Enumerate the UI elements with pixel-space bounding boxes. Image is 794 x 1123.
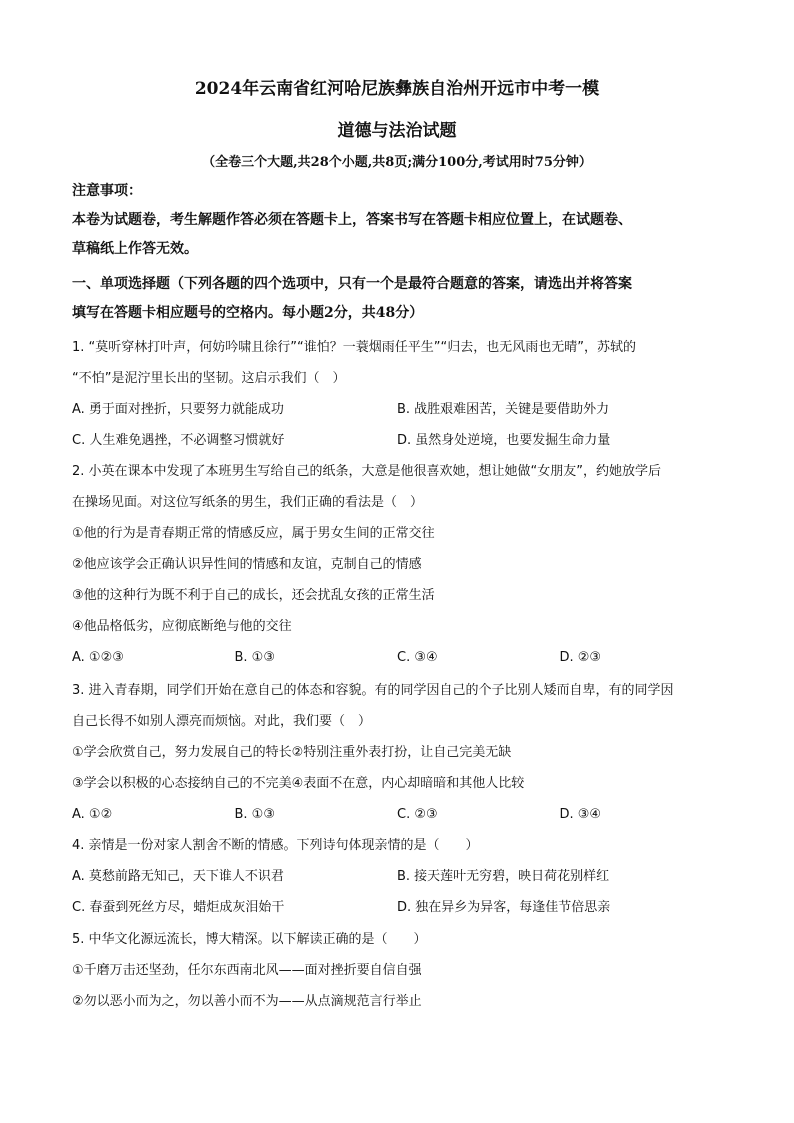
question-4-option-b: B. 接天莲叶无穷碧，映日荷花别样红: [397, 869, 610, 884]
question-2-stem-2: 在操场见面。对这位写纸条的男生，我们正确的看法是（ ）: [72, 495, 424, 510]
notice-line-2: 草稿纸上作答无效。: [72, 241, 198, 257]
question-4-option-c: C. 春蚕到死丝方尽，蜡炬成灰泪始干: [72, 900, 285, 915]
notice-heading: 注意事项：: [72, 183, 142, 199]
question-1-options-row-1: [72, 394, 722, 425]
question-1-stem-1: 1. “莫听穿林打叶声，何妨吟啸且徐行”“谁怕？一蓑烟雨任平生”“归去，也无风雨也无晴”，苏轼的: [72, 340, 636, 355]
section-1-line-1: 一、单项选择题（下列各题的四个选项中，只有一个是最符合题意的答案，请选出并将答案: [72, 276, 632, 292]
question-2-option-c: C. ③④: [397, 650, 438, 665]
question-5-statement-2: ②勿以恶小而为之，勿以善小而不为——从点滴规范言行举止: [72, 994, 422, 1009]
question-2-statement-2: ②他应该学会正确认识异性间的情感和友谊，克制自己的情感: [72, 557, 422, 572]
question-3-stem-2: 自己长得不如别人漂亮而烦恼。对此，我们要（ ）: [72, 714, 372, 729]
question-1-option-b: B. 战胜艰难困苦，关键是要借助外力: [397, 402, 610, 417]
question-2: [72, 456, 722, 673]
question-3-option-b: B. ①③: [234, 807, 275, 822]
section-1-heading: [72, 270, 722, 328]
question-1: [72, 332, 722, 456]
section-1-line-2: 填写在答题卡相应题号的空格内。每小题2分，共48分）: [72, 305, 424, 321]
question-3: [72, 675, 722, 830]
question-1-options-row-2: [72, 425, 722, 456]
exam-title: 2024年云南省红河哈尼族彝族自治州开远市中考一模: [194, 79, 600, 99]
question-4-stem: 4. 亲情是一份对家人割舍不断的情感。下列诗句体现亲情的是（ ）: [72, 838, 479, 853]
question-3-statements-1-2: ①学会欣赏自己，努力发展自己的特长②特别注重外表打扮，让自己完美无缺: [72, 745, 512, 760]
question-4: [72, 830, 722, 923]
question-3-option-d: D. ③④: [559, 807, 602, 822]
exam-info: （全卷三个大题,共28个小题,共8页;满分100分,考试用时75分钟）: [202, 155, 592, 170]
question-2-option-d: D. ②③: [559, 650, 602, 665]
question-2-stem-1: 2. 小英在课本中发现了本班男生写给自己的纸条，大意是他很喜欢她，想让她做“女朋友”，约她放学后: [72, 464, 662, 479]
question-5: [72, 924, 722, 1017]
question-2-option-a: A. ①②③: [72, 650, 124, 665]
question-4-options-row-2: [72, 892, 722, 923]
question-5-stem: 5. 中华文化源远流长，博大精深。以下解读正确的是（ ）: [72, 932, 427, 947]
question-2-statement-3: ③他的这种行为既不利于自己的成长，还会扰乱女孩的正常生活: [72, 588, 435, 603]
exam-subtitle: 道德与法治试题: [337, 121, 457, 141]
question-1-option-c: C. 人生难免遇挫，不必调整习惯就好: [72, 433, 285, 448]
question-3-options: [72, 799, 722, 830]
question-3-option-a: A. ①②: [72, 807, 113, 822]
question-3-stem-1: 3. 进入青春期，同学们开始在意自己的体态和容貌。有的同学因自己的个子比别人矮而自卑，有的同学因: [72, 683, 674, 698]
question-4-option-a: A. 莫愁前路无知己，天下谁人不识君: [72, 869, 284, 884]
question-2-statement-1: ①他的行为是青春期正常的情感反应，属于男女生间的正常交往: [72, 526, 435, 541]
question-3-statements-3-4: ③学会以积极的心态接纳自己的不完美④表面不在意，内心却暗暗和其他人比较: [72, 776, 525, 791]
question-4-option-d: D. 独在异乡为异客，每逢佳节倍思亲: [397, 900, 611, 915]
notice-line-1: 本卷为试题卷，考生解题作答必须在答题卡上，答案书写在答题卡相应位置上，在试题卷、: [72, 212, 632, 228]
question-2-option-b: B. ①③: [234, 650, 275, 665]
question-4-options-row-1: [72, 861, 722, 892]
question-3-option-c: C. ②③: [397, 807, 438, 822]
question-5-statement-1: ①千磨万击还坚劲，任尔东西南北风——面对挫折要自信自强: [72, 963, 422, 978]
question-1-option-d: D. 虽然身处逆境，也要发掘生命力量: [397, 433, 611, 448]
question-2-statement-4: ④他品格低劣，应彻底断绝与他的交往: [72, 619, 292, 634]
question-1-stem-2: “不怕”是泥泞里长出的坚韧。这启示我们（ ）: [72, 371, 346, 386]
question-2-options: [72, 642, 722, 673]
notice-section: [72, 177, 722, 264]
question-1-option-a: A. 勇于面对挫折，只要努力就能成功: [72, 402, 284, 417]
